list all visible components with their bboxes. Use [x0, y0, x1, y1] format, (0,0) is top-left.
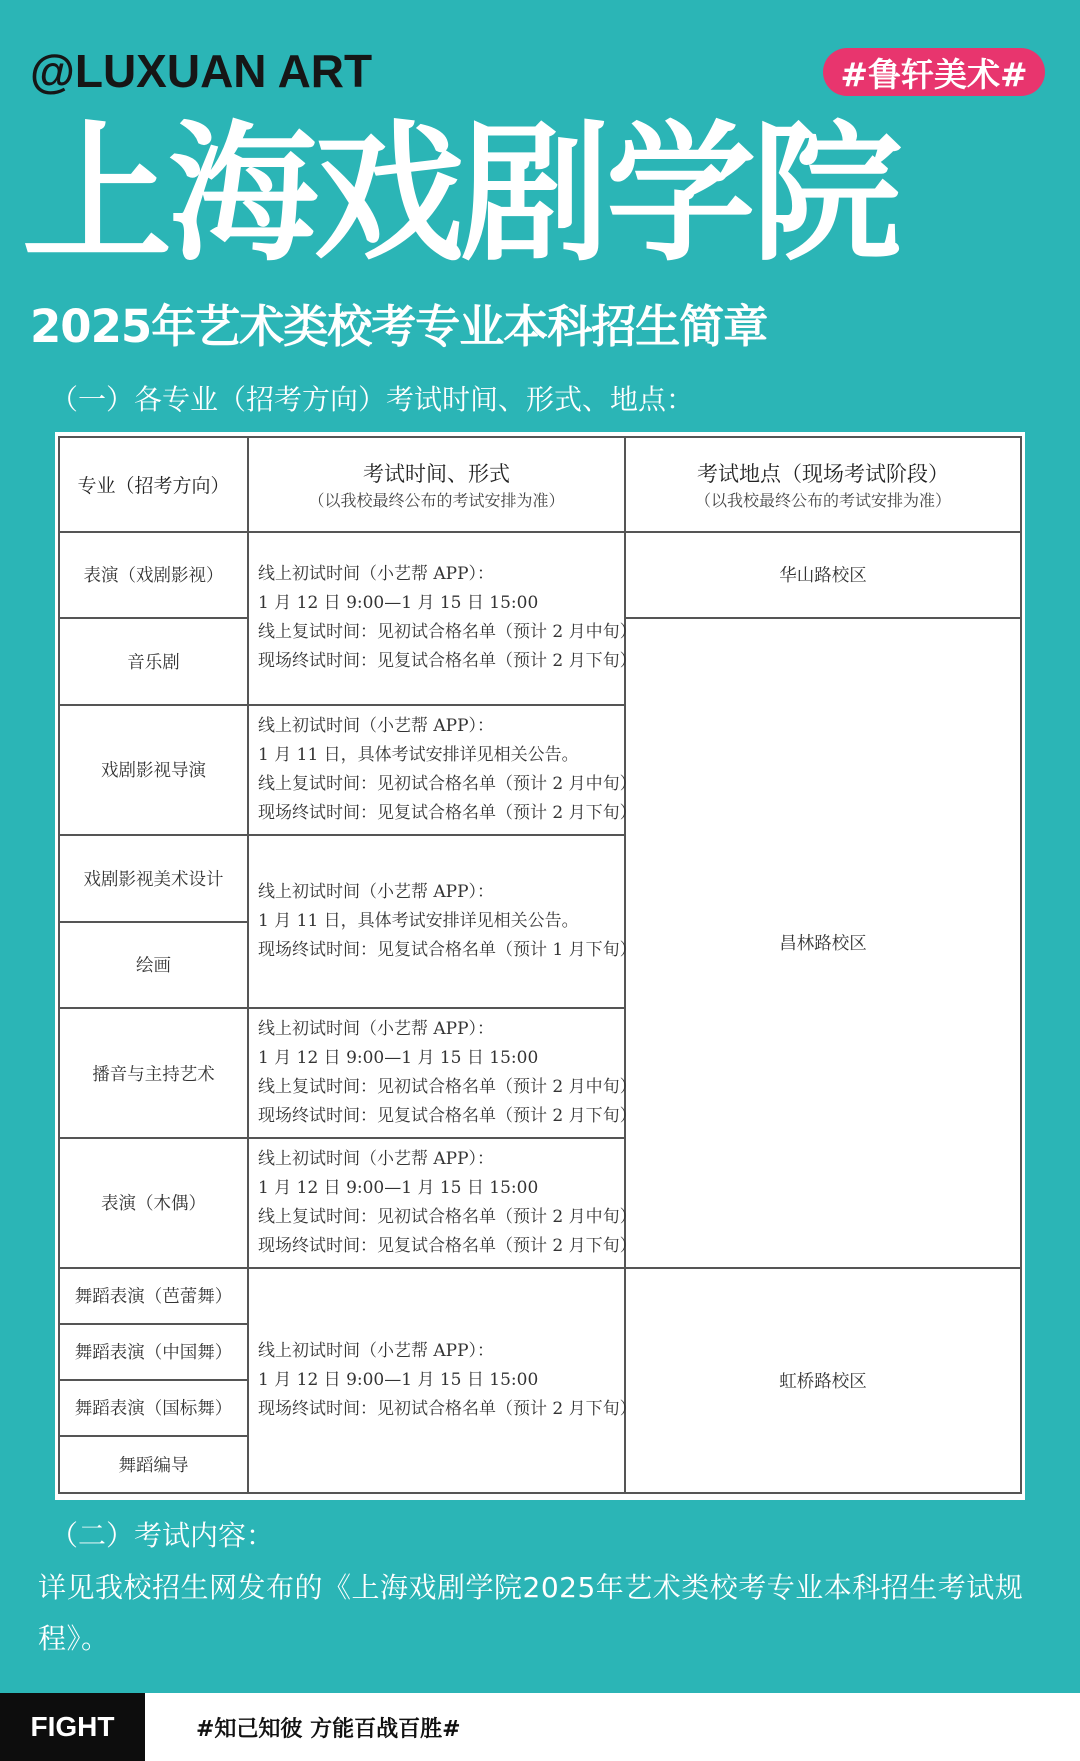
- header-time-note: （以我校最终公布的考试安排为准）: [308, 490, 565, 510]
- time-cell: [248, 705, 637, 835]
- time-line: 现场终试时间：见复试合格名单（预计 2 月下旬）: [258, 1106, 637, 1127]
- major-cell: 戏剧影视美术设计: [59, 835, 248, 922]
- major-cell: 播音与主持艺术: [59, 1008, 248, 1138]
- header-location-note: （以我校最终公布的考试安排为准）: [694, 490, 951, 510]
- footer-motto: #知己知彼 方能百战百胜#: [196, 1716, 461, 1742]
- time-line: 现场终试时间：见复试合格名单（预计 2 月下旬）: [258, 651, 637, 672]
- fight-badge: FIGHT: [0, 1693, 145, 1761]
- header-time: [248, 437, 625, 532]
- time-cell: [248, 835, 637, 1009]
- page-title: 上海戏剧学院: [22, 108, 899, 282]
- brand-handle: @LUXUAN ART: [30, 45, 373, 97]
- time-line: 现场终试时间：见复试合格名单（预计 2 月下旬）: [258, 1235, 637, 1256]
- section-2-heading: （二）考试内容：: [50, 1519, 275, 1552]
- table-row: [59, 1268, 1021, 1324]
- time-cell: [248, 1138, 637, 1268]
- time-line: 1 月 11 日，具体考试安排详见相关公告。: [258, 911, 579, 932]
- exam-schedule-sheet: [55, 432, 1025, 1500]
- time-line: 线上初试时间（小艺帮 APP）：: [258, 1019, 495, 1040]
- time-line: 线上复试时间：见初试合格名单（预计 2 月中旬）: [258, 622, 637, 643]
- time-line: 1 月 12 日 9:00—1 月 15 日 15:00: [258, 593, 539, 614]
- time-cell: [248, 1008, 637, 1138]
- time-line: 1 月 12 日 9:00—1 月 15 日 15:00: [258, 1369, 539, 1390]
- time-line: 现场终试时间：见复试合格名单（预计 1 月下旬）: [258, 940, 637, 961]
- header-time-label: 考试时间、形式: [363, 461, 510, 486]
- time-cell: [248, 532, 637, 706]
- major-cell: 舞蹈表演（中国舞）: [59, 1324, 248, 1380]
- table-row: [59, 532, 1021, 619]
- time-line: 线上初试时间（小艺帮 APP）：: [258, 715, 495, 736]
- major-cell: 表演（戏剧影视）: [59, 532, 248, 619]
- major-cell: 音乐剧: [59, 618, 248, 705]
- major-cell: 表演（木偶）: [59, 1138, 248, 1268]
- time-line: 现场终试时间：见复试合格名单（预计 2 月下旬）: [258, 802, 637, 823]
- time-line: 现场终试时间：见初试合格名单（预计 2 月下旬）: [258, 1398, 637, 1419]
- footer-bar: [0, 1693, 1080, 1761]
- time-line: 线上初试时间（小艺帮 APP）：: [258, 1148, 495, 1169]
- time-line: 1 月 12 日 9:00—1 月 15 日 15:00: [258, 1177, 539, 1198]
- exam-schedule-table: [58, 436, 1022, 1494]
- location-cell: 虹桥路校区: [625, 1268, 1021, 1493]
- time-line: 线上复试时间：见初试合格名单（预计 2 月中旬）: [258, 1077, 637, 1098]
- hashtag-badge: #鲁轩美术#: [823, 48, 1045, 96]
- time-line: 线上初试时间（小艺帮 APP）：: [258, 1340, 495, 1361]
- location-cell: 昌林路校区: [625, 618, 1021, 1267]
- location-cell: 华山路校区: [625, 532, 1021, 619]
- header-location-label: 考试地点（现场考试阶段）: [697, 461, 949, 486]
- page-subtitle: 2025年艺术类校考专业本科招生简章: [30, 300, 768, 353]
- time-line: 线上初试时间（小艺帮 APP）：: [258, 564, 495, 585]
- major-cell: 绘画: [59, 922, 248, 1009]
- section-1-heading: （一）各专业（招考方向）考试时间、形式、地点：: [50, 383, 695, 416]
- major-cell: 戏剧影视导演: [59, 705, 248, 835]
- time-line: 线上复试时间：见初试合格名单（预计 2 月中旬）: [258, 1206, 637, 1227]
- time-cell: [248, 1268, 637, 1493]
- time-line: 1 月 12 日 9:00—1 月 15 日 15:00: [258, 1048, 539, 1069]
- major-cell: 舞蹈表演（国标舞）: [59, 1380, 248, 1436]
- table-header-row: [59, 437, 1021, 532]
- header-location: [625, 437, 1021, 532]
- time-line: 线上初试时间（小艺帮 APP）：: [258, 882, 495, 903]
- header-major: [59, 437, 248, 532]
- major-cell: 舞蹈表演（芭蕾舞）: [59, 1268, 248, 1324]
- time-line: 1 月 11 日，具体考试安排详见相关公告。: [258, 744, 579, 765]
- time-line: 线上复试时间：见初试合格名单（预计 2 月中旬）: [258, 773, 637, 794]
- header-major-label: 专业（招考方向）: [77, 474, 230, 497]
- major-cell: 舞蹈编导: [59, 1436, 248, 1493]
- section-2-detail: 详见我校招生网发布的《上海戏剧学院2025年艺术类校考专业本科招生考试规程》。: [38, 1571, 1024, 1655]
